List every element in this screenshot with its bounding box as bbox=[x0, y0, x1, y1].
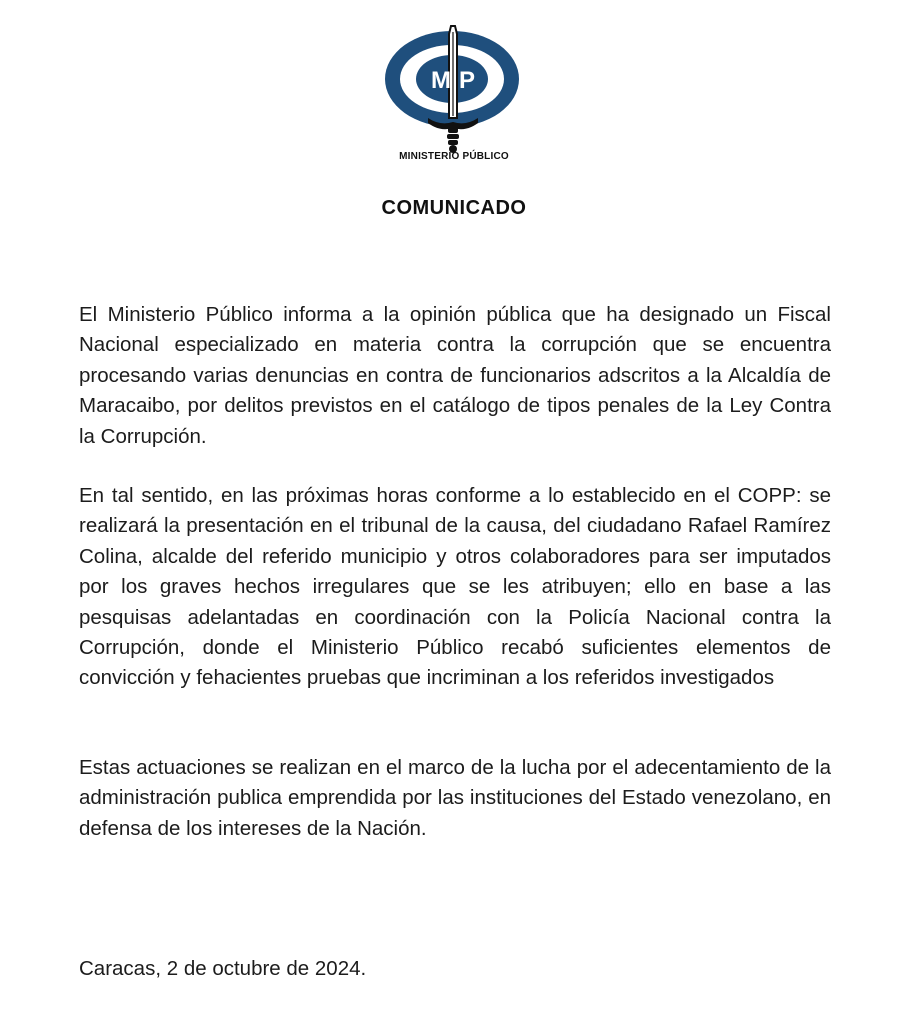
paragraph-1: El Ministerio Público informa a la opinión pública que ha designado un Fiscal Nacional especializado en materia contra la corrupción que se encuentra procesando varias denuncias en contra de funcionarios adscritos a la Alcaldía de Maracaibo, por delitos previstos en el catálogo de tipos penales de la Ley Contra la Corrupción. bbox=[79, 303, 831, 448]
sign-off-date: Caracas, 2 de octubre de 2024. bbox=[79, 957, 367, 980]
sword-ellipse-icon bbox=[384, 22, 524, 170]
ministerio-publico-logo bbox=[384, 22, 524, 170]
logo-letter-p: P bbox=[459, 67, 476, 94]
paragraph-3: Estas actuaciones se realizan en el marco de la lucha por el adecentamiento de la administración publica emprendida por las instituciones del Estado venezolano, en defensa de los intereses de la Nación. bbox=[79, 756, 831, 840]
page-title: COMUNICADO bbox=[381, 197, 527, 219]
logo-letter-m: M bbox=[431, 67, 451, 94]
paragraph-2: En tal sentido, en las próximas horas conforme a lo establecido en el COPP: se realizará la presentación en el tribunal de la causa, del ciudadano Rafael Ramírez Colina, alcalde del referido municipio y otros colaboradores para ser imputados por los graves hechos irregulares que se les atribuyen; ello en base a las pesquisas adelantadas en coordinación con la Policía Nacional contra la Corrupción, donde el Ministerio Público recabó suficientes elementos de convicción y fehacientes pruebas que incriminan a los referidos investigados bbox=[79, 484, 831, 690]
logo-caption: MINISTERIO PÚBLICO bbox=[399, 151, 509, 162]
